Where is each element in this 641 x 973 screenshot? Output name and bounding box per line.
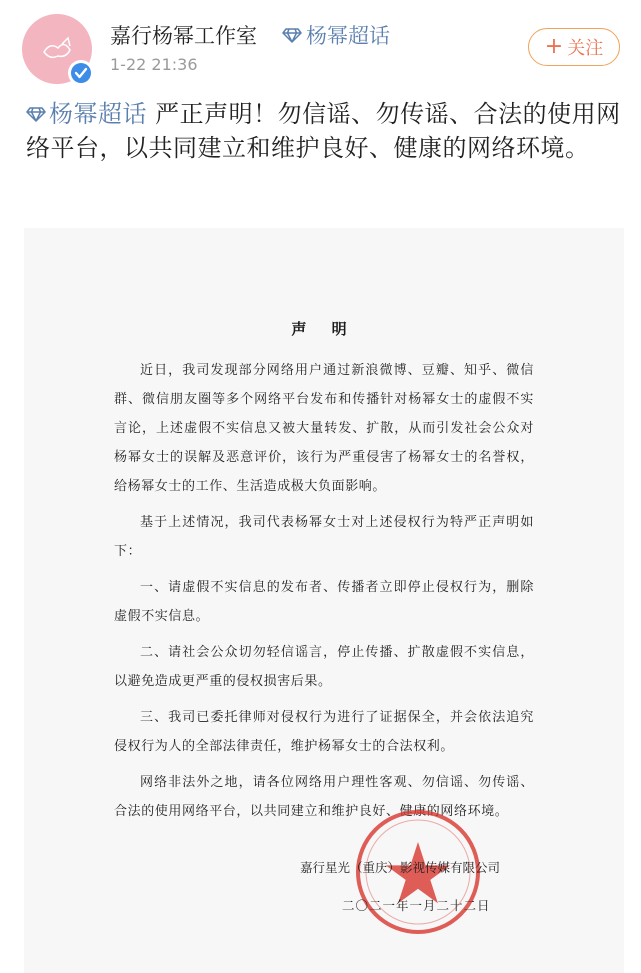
statement-body bbox=[114, 356, 534, 833]
statement-paragraph: 二、请社会公众切勿轻信谣言，停止传播、扩散虚假不实信息，以避免造成更严重的侵权损害后果。 bbox=[114, 645, 534, 689]
statement-paragraph: 近日，我司发现部分网络用户通过新浪微博、豆瓣、知乎、微信群、微信朋友圈等多个网络平台发布和传播针对杨幂女士的虚假不实言论，上述虚假不实信息又被大量转发、扩散，从而引发社会公众对杨幂女士的误解及恶意评价，该行为严重侵害了杨幂女士的名誉权，给杨幂女士的工作、生活造成极大负面影响。 bbox=[114, 363, 534, 494]
super-topic-label: 杨幂超话 bbox=[306, 24, 390, 48]
post-body: 严正声明！勿信谣、勿传谣、合法的使用网络平台，以共同建立和维护良好、健康的网络环境。 bbox=[26, 100, 621, 162]
company-name: 嘉行星光（重庆）影视传媒有限公司 bbox=[300, 860, 501, 875]
statement-title: 声 明 bbox=[291, 320, 357, 338]
post-time: 1-22 21:36 bbox=[110, 55, 198, 74]
statement-paragraph: 三、我司已委托律师对侵权行为进行了证据保全，并会依法追究侵权行为人的全部法律责任，维护杨幂女士的合法权利。 bbox=[114, 710, 534, 754]
super-topic-link[interactable] bbox=[282, 20, 390, 50]
diamond-icon bbox=[282, 27, 302, 43]
statement-paragraph: 基于上述情况，我司代表杨幂女士对上述侵权行为特严正声明如下： bbox=[114, 515, 534, 559]
post-text bbox=[26, 97, 622, 165]
topic-link[interactable] bbox=[26, 97, 147, 131]
statement-paragraph: 一、请虚假不实信息的发布者、传播者立即停止侵权行为，删除虚假不实信息。 bbox=[114, 580, 534, 624]
statement-image[interactable] bbox=[24, 228, 624, 973]
statement-date: 二〇二一年一月二十二日 bbox=[342, 898, 491, 913]
post-header bbox=[0, 0, 641, 92]
follow-label: 关注 bbox=[567, 38, 604, 59]
verified-badge-icon bbox=[68, 60, 94, 86]
username[interactable]: 嘉行杨幂工作室 bbox=[110, 24, 257, 48]
diamond-icon bbox=[26, 106, 46, 122]
topic-label: 杨幂超话 bbox=[49, 100, 147, 128]
plus-icon: + bbox=[544, 34, 564, 59]
follow-button[interactable] bbox=[528, 28, 620, 66]
statement-paragraph: 网络非法外之地，请各位网络用户理性客观、勿信谣、勿传谣、合法的使用网络平台，以共同建立和维护良好、健康的网络环境。 bbox=[114, 775, 534, 819]
